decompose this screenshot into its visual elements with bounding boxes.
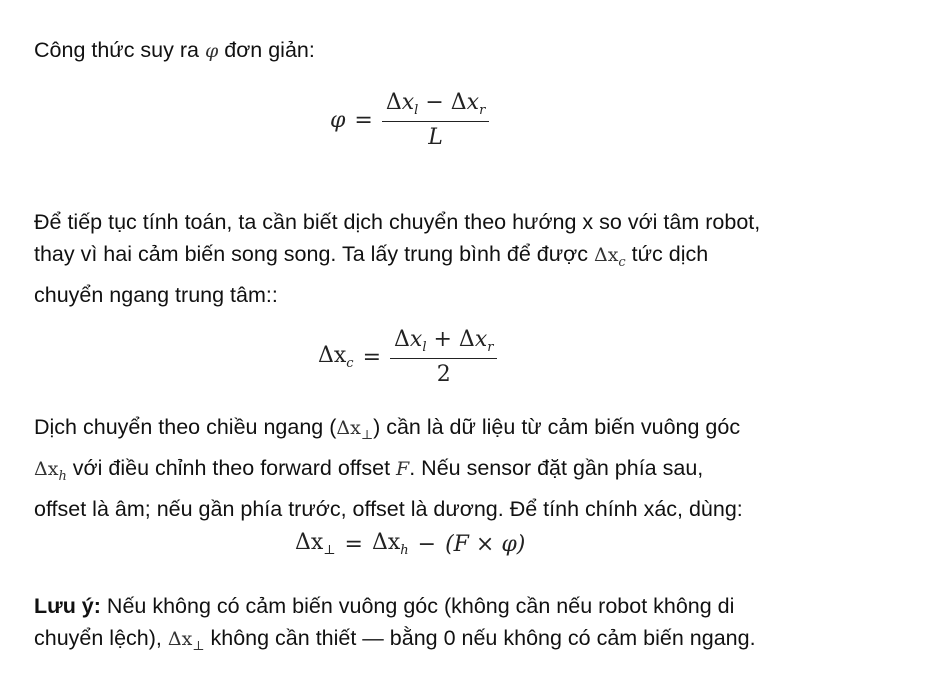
center-shift-line-2	[34, 238, 760, 279]
center-shift-line-1: Để tiếp tục tính toán, ta cần biết dịch chuyển theo hướng x so với tâm robot,	[34, 210, 761, 234]
delta-x-symbol: Δx	[318, 343, 347, 369]
equals-sign: =	[344, 531, 363, 557]
subscript-perp: ⊥	[192, 639, 205, 654]
phi-symbol: φ	[204, 40, 219, 62]
note-line-2-before: chuyển lệch),	[34, 626, 168, 650]
delta-x-perp-inline	[167, 628, 205, 654]
equation-delta-x-c-fraction	[390, 327, 497, 387]
lateral-shift-line-1	[34, 411, 743, 452]
delta-x-symbol: Δx	[371, 530, 401, 555]
intro-text-after: đơn giản:	[218, 38, 315, 62]
equation-phi-denominator: L	[428, 125, 443, 151]
equation-delta-x-c-numerator: $\Delta x_l + \Delta x_r$	[394, 327, 494, 355]
equals-sign: =	[354, 107, 373, 133]
note-paragraph	[34, 590, 756, 663]
delta-x-symbol: Δx	[295, 530, 324, 555]
equation-delta-x-perp-paren: (F × φ)	[445, 531, 526, 557]
minus-sign: −	[417, 531, 437, 557]
center-shift-paragraph	[34, 206, 760, 311]
lateral-shift-line-2-after: . Nếu sensor đặt gần phía sau,	[409, 456, 704, 480]
center-shift-line-3: chuyển ngang trung tâm::	[34, 283, 278, 307]
delta-x-h-inline	[34, 458, 67, 484]
subscript-perp: ⊥	[323, 543, 336, 558]
delta-x-symbol: Δx	[593, 244, 619, 266]
lateral-shift-line-3: offset là âm; nếu gần phía trước, offset là dương. Để tính chính xác, dùng:	[34, 497, 743, 521]
delta-x-perp-inline	[336, 417, 374, 443]
equation-delta-x-perp	[295, 530, 525, 558]
equation-phi	[330, 90, 489, 150]
lateral-shift-line-1-after: ) cần là dữ liệu từ cảm biến vuông góc	[373, 415, 741, 439]
subscript-c: c	[346, 356, 354, 372]
lateral-shift-line-1-before: Dịch chuyển theo chiều ngang (	[34, 415, 337, 439]
equals-sign: =	[362, 344, 382, 370]
note-line-1-text: Nếu không có cảm biến vuông góc (không cần nếu robot không di	[100, 594, 735, 618]
equation-phi-numerator: $\Delta x_l - \Delta x_r$	[385, 90, 486, 118]
equation-delta-x-c	[318, 327, 497, 387]
center-shift-line-2-before: thay vì hai cảm biến song song. Ta lấy trung bình để được	[34, 242, 594, 266]
note-label: Lưu ý:	[34, 594, 101, 618]
subscript-h: h	[400, 543, 409, 558]
delta-x-symbol: Δx	[167, 628, 193, 650]
delta-x-symbol: Δx	[34, 458, 59, 480]
subscript-perp: ⊥	[360, 428, 374, 443]
center-shift-line-2-after: tức dịch	[625, 242, 709, 266]
lateral-shift-line-2	[34, 452, 743, 493]
equation-phi-lhs: φ	[330, 107, 346, 133]
equation-delta-x-perp-rhs-dx	[372, 530, 409, 558]
forward-offset-symbol: F	[396, 458, 410, 480]
intro-text-before: Công thức suy ra	[34, 38, 205, 62]
note-line-1	[34, 590, 756, 622]
delta-x-symbol: Δx	[336, 417, 361, 439]
intro-paragraph	[34, 34, 315, 67]
equation-delta-x-perp-lhs	[295, 530, 336, 558]
note-line-2	[34, 622, 756, 663]
lateral-shift-line-2-mid: với điều chỉnh theo forward offset	[66, 456, 397, 480]
equation-delta-x-c-lhs	[318, 343, 354, 371]
subscript-c: c	[618, 255, 626, 270]
lateral-shift-paragraph	[34, 411, 743, 525]
delta-x-c-inline	[593, 244, 626, 270]
note-line-2-after: không cần thiết — bằng 0 nếu không có cảm biến ngang.	[204, 626, 756, 650]
subscript-h: h	[58, 469, 67, 484]
equation-delta-x-c-denominator: 2	[436, 362, 451, 388]
equation-phi-fraction	[382, 90, 489, 150]
